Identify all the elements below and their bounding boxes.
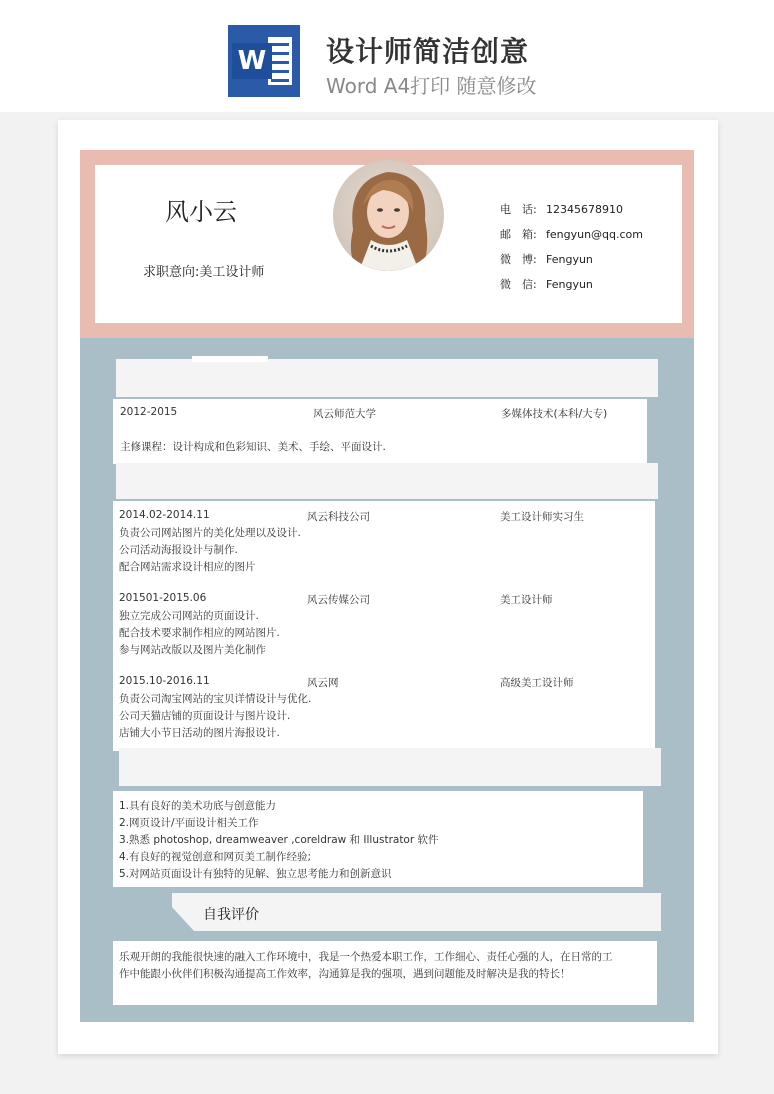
experience-section-bar — [116, 463, 658, 499]
job-2-duty-2: 配合技术要求制作相应的网站图片. — [119, 627, 280, 639]
contact-email-label: 邮 箱: — [500, 228, 537, 241]
job-1-duty-3: 配合网站需求设计相应的图片 — [119, 561, 256, 573]
job-3-company: 风云网 — [307, 677, 339, 689]
contact-wechat-value: Fengyun — [546, 278, 593, 291]
job-2-period: 201501-2015.06 — [119, 592, 207, 604]
contact-weibo — [500, 251, 593, 267]
skill-3: 3.熟悉 photoshop, dreamweaver ,coreldraw 和 Illustrator 软件 — [119, 834, 439, 846]
skills-content — [113, 791, 643, 887]
education-section-tab — [192, 356, 268, 362]
contact-weibo-label: 微 博: — [500, 253, 537, 266]
contact-phone — [500, 201, 623, 217]
job-3-duty-2: 公司天猫店铺的页面设计与图片设计. — [119, 710, 291, 722]
job-1-role: 美工设计师实习生 — [500, 511, 584, 523]
banner-title: 设计师简洁创意 — [326, 35, 530, 68]
job-3-role: 高级美工设计师 — [500, 677, 574, 689]
job-1-company: 风云科技公司 — [307, 511, 370, 523]
word-icon-letter: W — [232, 43, 272, 79]
job-1-period: 2014.02-2014.11 — [119, 509, 210, 521]
job-objective: 求职意向:美工设计师 — [143, 265, 265, 280]
profile-photo — [333, 160, 444, 271]
contact-weibo-value: Fengyun — [546, 253, 593, 266]
education-courses: 主修课程：设计构成和色彩知识、美术、手绘、平面设计. — [120, 441, 386, 453]
self-evaluation-title: 自我评价 — [203, 907, 259, 923]
candidate-name: 风小云 — [165, 198, 237, 226]
banner-subtitle: Word A4打印 随意修改 — [326, 74, 537, 98]
job-1-duty-1: 负责公司网站图片的美化处理以及设计. — [119, 527, 301, 539]
skill-4: 4.有良好的视觉创意和网页美工制作经验; — [119, 851, 312, 863]
job-3-period: 2015.10-2016.11 — [119, 675, 210, 687]
skills-section-bar — [119, 748, 661, 786]
contact-phone-value: 12345678910 — [546, 203, 623, 216]
contact-wechat — [500, 276, 593, 292]
experience-content — [113, 501, 655, 751]
contact-wechat-label: 微 信: — [500, 278, 537, 291]
job-1-duty-2: 公司活动海报设计与制作. — [119, 544, 238, 556]
self-evaluation-line-2: 作中能跟小伙伴们积极沟通提高工作效率，沟通算是我的强项，遇到问题能及时解决是我的特长！ — [119, 968, 571, 980]
top-banner — [0, 0, 774, 112]
job-2-duty-1: 独立完成公司网站的页面设计. — [119, 610, 259, 622]
education-content — [113, 399, 647, 464]
job-3-duty-3: 店铺大小节日活动的图片海报设计. — [119, 727, 280, 739]
self-evaluation-content — [113, 941, 657, 1005]
contact-phone-label: 电 话: — [500, 203, 537, 216]
word-document-icon — [228, 25, 300, 97]
education-school: 风云师范大学 — [313, 408, 376, 420]
job-2-company: 风云传媒公司 — [307, 594, 370, 606]
contact-email-value: fengyun@qq.com — [546, 228, 644, 241]
self-evaluation-line-1: 乐观开朗的我能很快速的融入工作环境中，我是一个热爱本职工作，工作细心、责任心强的人，在日常的工 — [119, 951, 613, 963]
education-section-bar — [116, 359, 658, 397]
contact-email — [500, 226, 643, 242]
education-period: 2012-2015 — [120, 406, 178, 418]
job-2-duty-3: 参与网站改版以及图片美化制作 — [119, 644, 266, 656]
skill-2: 2.网页设计/平面设计相关工作 — [119, 817, 259, 829]
job-2-role: 美工设计师 — [500, 594, 553, 606]
skill-1: 1.具有良好的美术功底与创意能力 — [119, 800, 277, 812]
education-major: 多媒体技术(本科/大专) — [501, 408, 608, 420]
skill-5: 5.对网站页面设计有独特的见解、独立思考能力和创新意识 — [119, 868, 392, 880]
job-3-duty-1: 负责公司淘宝网站的宝贝详情设计与优化. — [119, 693, 312, 705]
